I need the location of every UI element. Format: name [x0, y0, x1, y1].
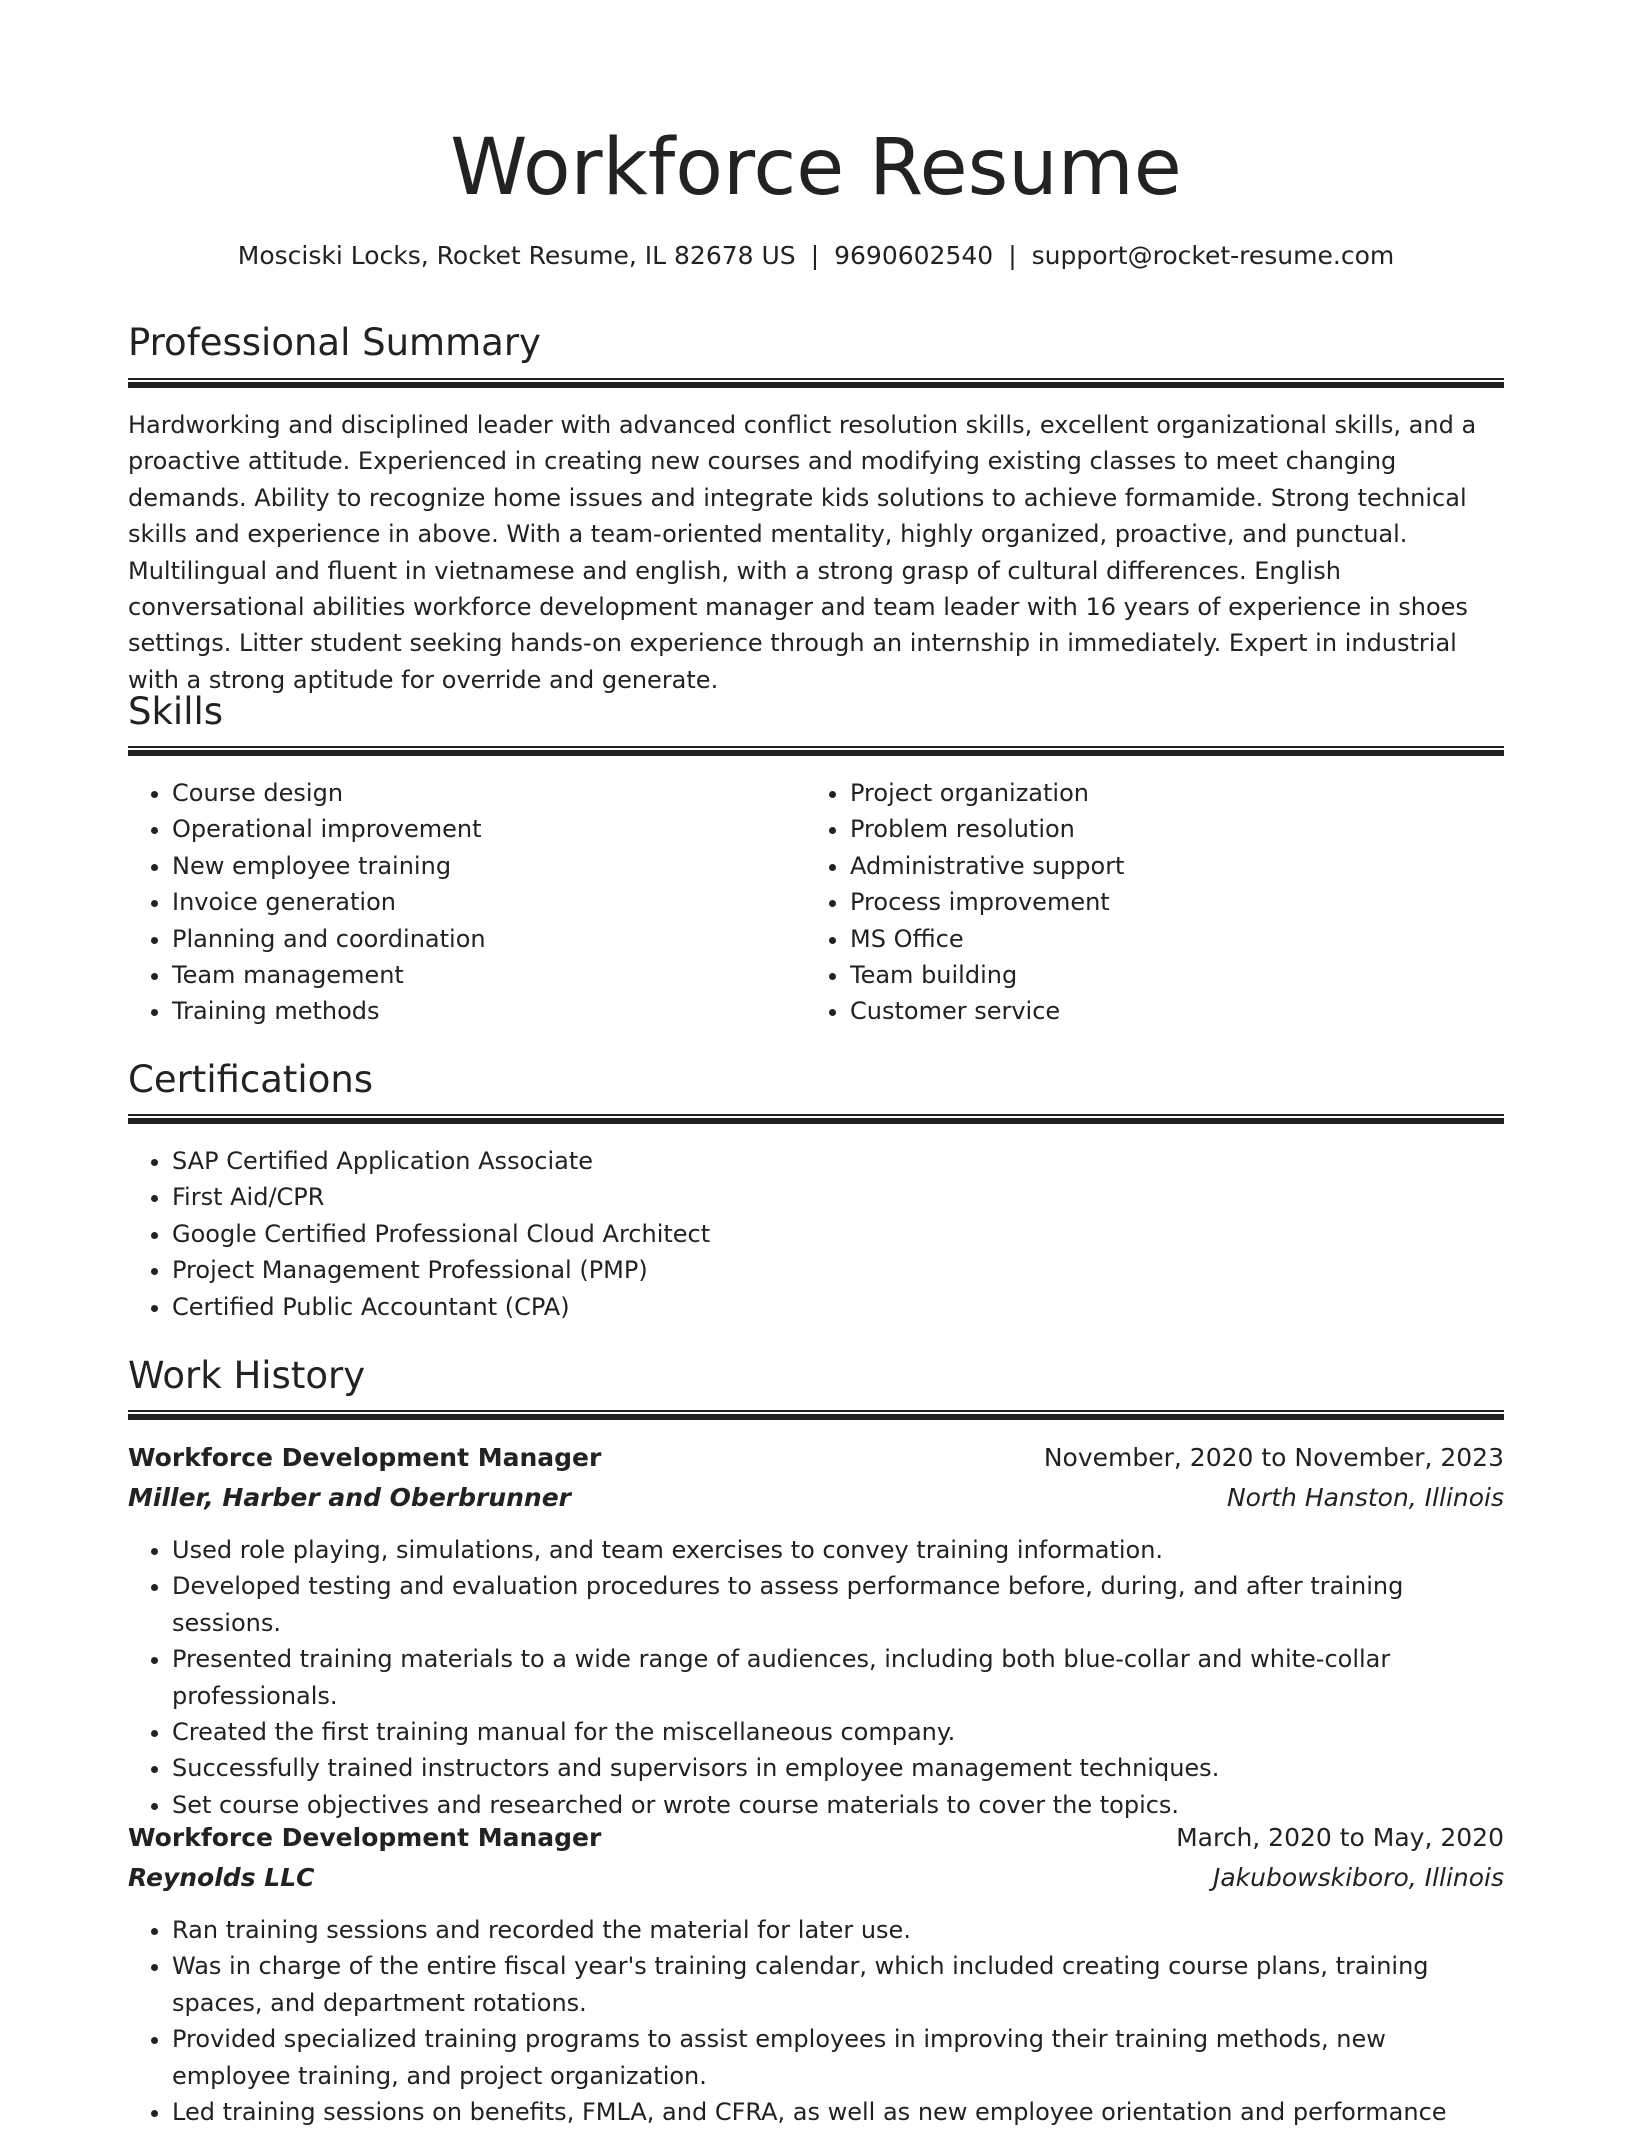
- job-location: North Hanston, Illinois: [1226, 1483, 1504, 1512]
- job-bullet: • Presented training materials to a wide range of audiences, including both blue-collar and white-collar professionals.: [172, 1641, 1504, 1714]
- skill-item: • Course design: [172, 775, 806, 811]
- certification-item: • SAP Certified Application Associate: [172, 1143, 1504, 1179]
- section-divider: [128, 1114, 1504, 1124]
- job-bullets: [128, 1532, 1504, 1823]
- job-bullets: [128, 1912, 1504, 2130]
- contact-address: Mosciski Locks, Rocket Resume, IL 82678 US: [237, 241, 796, 270]
- job-location: Jakubowskiboro, Illinois: [1212, 1863, 1504, 1892]
- certification-item: • Google Certified Professional Cloud Architect: [172, 1216, 1504, 1252]
- section-divider: [128, 746, 1504, 756]
- section-divider: [128, 1410, 1504, 1420]
- job-title: Workforce Development Manager: [128, 1823, 602, 1852]
- skill-item: • Administrative support: [850, 848, 1504, 884]
- certification-item: • Project Management Professional (PMP): [172, 1252, 1504, 1288]
- skill-item: • Training methods: [172, 993, 806, 1029]
- job-bullet: • Used role playing, simulations, and team exercises to convey training information.: [172, 1532, 1504, 1568]
- section-title-skills: Skills: [128, 690, 224, 733]
- job-dates: November, 2020 to November, 2023: [1043, 1443, 1504, 1472]
- contact-phone: 9690602540: [834, 241, 994, 270]
- job-bullet: • Successfully trained instructors and supervisors in employee management techniques.: [172, 1750, 1504, 1786]
- summary-text: Hardworking and disciplined leader with advanced conflict resolution skills, excellent organizational skills, and a proactive attitude. Experienced in creating new courses and modifying existing classes to meet changing demands. Ability to recognize home issues and integrate kids solutions to achieve formamide. Strong technical skills and experience in above. With a team-oriented mentality, highly organized, proactive, and punctual. Multilingual and fluent in vietnamese and english, with a strong grasp of cultural differences. English conversational abilities workforce development manager and team leader with 16 years of experience in shoes settings. Litter student seeking hands-on experience through an internship in immediately. Expert in industrial with a strong aptitude for override and generate.: [128, 411, 1477, 694]
- resume-name: Workforce Resume: [450, 123, 1182, 213]
- contact-separator: |: [810, 241, 820, 270]
- skill-item: • Customer service: [850, 993, 1504, 1029]
- job-bullet: • Was in charge of the entire fiscal year's training calendar, which included creating course plans, training spaces, and department rotations.: [172, 1948, 1504, 2021]
- skill-item: • MS Office: [850, 921, 1504, 957]
- skills-list-left: [128, 775, 806, 1030]
- job-bullet: • Set course objectives and researched or wrote course materials to cover the topics.: [172, 1787, 1504, 1823]
- job-bullet: • Led training sessions on benefits, FMLA, and CFRA, as well as new employee orientation and performance: [172, 2094, 1504, 2130]
- certification-item: • Certified Public Accountant (CPA): [172, 1289, 1504, 1325]
- skill-item: • Planning and coordination: [172, 921, 806, 957]
- job-title: Workforce Development Manager: [128, 1443, 602, 1472]
- job-bullet: • Developed testing and evaluation procedures to assess performance before, during, and after training sessions.: [172, 1568, 1504, 1641]
- skill-item: • Process improvement: [850, 884, 1504, 920]
- skill-item: • New employee training: [172, 848, 806, 884]
- job-company: Miller, Harber and Oberbrunner: [128, 1483, 572, 1512]
- job-bullet: • Provided specialized training programs to assist employees in improving their training methods, new employee training, and project organization.: [172, 2021, 1504, 2094]
- job-bullet: • Created the first training manual for the miscellaneous company.: [172, 1714, 1504, 1750]
- contact-line: [128, 238, 1504, 274]
- section-title-summary: Professional Summary: [128, 321, 541, 364]
- job-dates: March, 2020 to May, 2020: [1176, 1823, 1504, 1852]
- skill-item: • Operational improvement: [172, 811, 806, 847]
- contact-separator: |: [1008, 241, 1017, 270]
- job-bullet: • Ran training sessions and recorded the material for later use.: [172, 1912, 1504, 1948]
- certification-item: • First Aid/CPR: [172, 1179, 1504, 1215]
- skill-item: • Invoice generation: [172, 884, 806, 920]
- skill-item: • Team building: [850, 957, 1504, 993]
- certifications-list: [128, 1143, 1504, 1325]
- skill-item: • Problem resolution: [850, 811, 1504, 847]
- job-company: Reynolds LLC: [128, 1863, 315, 1892]
- section-divider: [128, 378, 1504, 388]
- section-title-work-history: Work History: [128, 1354, 366, 1397]
- skill-item: • Project organization: [850, 775, 1504, 811]
- section-title-certifications: Certifications: [128, 1058, 374, 1101]
- skill-item: • Team management: [172, 957, 806, 993]
- contact-email: support@rocket-resume.com: [1031, 241, 1395, 270]
- skills-list-right: [806, 775, 1504, 1030]
